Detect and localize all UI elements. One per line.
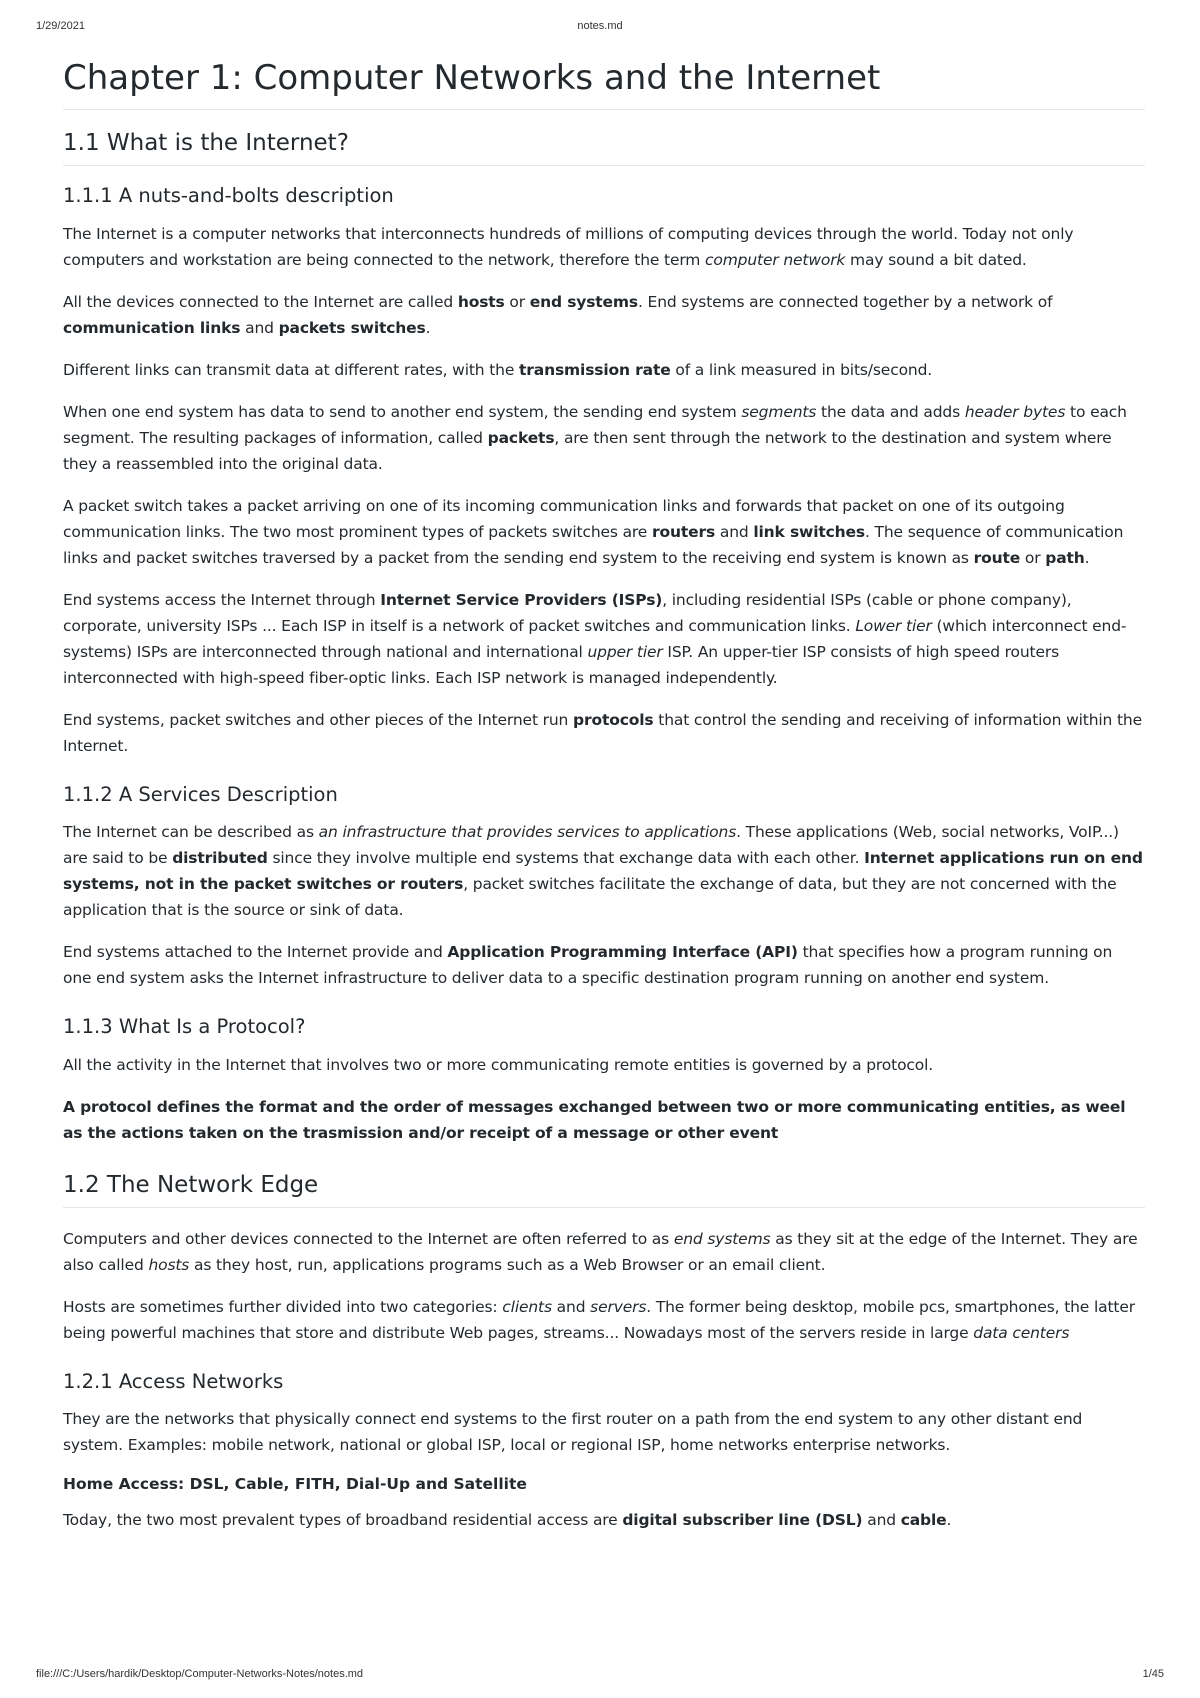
paragraph-broadband: Today, the two most prevalent types of broadband residential access are digital subscriber line (DSL) and cable. [63,1510,952,1529]
paragraph-end-systems: All the devices connected to the Internet are called hosts or end systems. End systems are connected together by a network of communication links and packets switches. [63,292,1053,337]
paragraph-packet-switch: A packet switch takes a packet arriving on one of its incoming communication links and forwards that packet on one of its outgoing communication links. The two most prominent types of packets switches are routers and link switches. The sequence of communication links and packet switches traversed by a packet from the sending end system to the receiving end system is known as route or path. [63,496,1124,567]
paragraph-protocol-activity: All the activity in the Internet that involves two or more communicating remote entities is governed by a protocol. [63,1055,934,1074]
print-file-path: file:///C:/Users/hardik/Desktop/Computer-Networks-Notes/notes.md [36,1668,364,1680]
paragraph-transmission-rate: Different links can transmit data at different rates, with the transmission rate of a link measured in bits/second. [63,360,933,379]
paragraph-internet-definition: The Internet is a computer networks that interconnects hundreds of millions of computing devices through the world. Today not only computers and workstation are being connected to the network, therefore the term computer network may sound a bit dated. [63,224,1074,269]
paragraph-network-edge: Computers and other devices connected to the Internet are often referred to as end systems as they sit at the edge of the Internet. They are also called hosts as they host, run, applications programs such as a Web Browser or an email client. [63,1230,1138,1275]
subsection-heading-1-2-1: 1.2.1 Access Networks [63,1370,284,1394]
paragraph-isps: End systems access the Internet through Internet Service Providers (ISPs), including residential ISPs (cable or phone company), corporate, university ISPs ... Each ISP in itself is a network of packet switches and communication links. Lower tier (which interconnect end-systems) ISPs are interconnected through national and international upper tier ISP. An upper-tier ISP consists of high speed routers interconnected with high-speed fiber-optic links. Each ISP network is managed independently. [63,590,1127,687]
section-heading-1-1: 1.1 What is the Internet? [63,130,1145,167]
paragraph-services: The Internet can be described as an infrastructure that provides services to applications. These applications (Web, social networks, VoIP...) are said to be distributed since they involve multiple end systems that exchange data with each other. Internet applications run on end systems, not in the packet switches or routers, packet switches facilitate the exchange of data, but they are not concerned with the application that is the source or sink of data. [63,823,1143,920]
paragraph-clients-servers: Hosts are sometimes further divided into two categories: clients and servers. The former being desktop, mobile pcs, smartphones, the latter being powerful machines that store and distribute Web pages, streams... Nowadays most of the servers reside in large data centers [63,1298,1135,1343]
print-header [36,20,1164,36]
subsection-heading-1-1-3: 1.1.3 What Is a Protocol? [63,1015,306,1039]
document-content [63,58,1145,1549]
print-footer [36,1668,1164,1684]
paragraph-packets: When one end system has data to send to another end system, the sending end system segments the data and adds header bytes to each segment. The resulting packages of information, called packets, are then sent through the network to the destination and system where they a reassembled into the original data. [63,402,1127,473]
paragraph-api: End systems attached to the Internet provide and Application Programming Interface (API) that specifies how a program running on one end system asks the Internet infrastructure to deliver data to a specific destination program running on another end system. [63,943,1113,988]
paragraph-access-networks: They are the networks that physically connect end systems to the first router on a path from the end system to any other distant end system. Examples: mobile network, national or global ISP, local or regional ISP, home networks enterprise networks. [63,1410,1083,1455]
subsection-heading-1-1-1: 1.1.1 A nuts-and-bolts description [63,184,394,208]
heading-home-access: Home Access: DSL, Cable, FITH, Dial-Up and Satellite [63,1475,527,1494]
paragraph-protocols: End systems, packet switches and other pieces of the Internet run protocols that control the sending and receiving of information within the Internet. [63,710,1142,755]
print-date: 1/29/2021 [36,20,85,32]
print-page-number: 1/45 [1142,1668,1164,1680]
print-document-title: notes.md [577,20,623,32]
chapter-title: Chapter 1: Computer Networks and the Internet [63,58,1145,110]
section-heading-1-2: 1.2 The Network Edge [63,1172,1145,1209]
subsection-heading-1-1-2: 1.1.2 A Services Description [63,782,338,806]
paragraph-protocol-definition: A protocol defines the format and the order of messages exchanged between two or more communicating entities, as weel as the actions taken on the trasmission and/or receipt of a message or other event [63,1097,1126,1142]
